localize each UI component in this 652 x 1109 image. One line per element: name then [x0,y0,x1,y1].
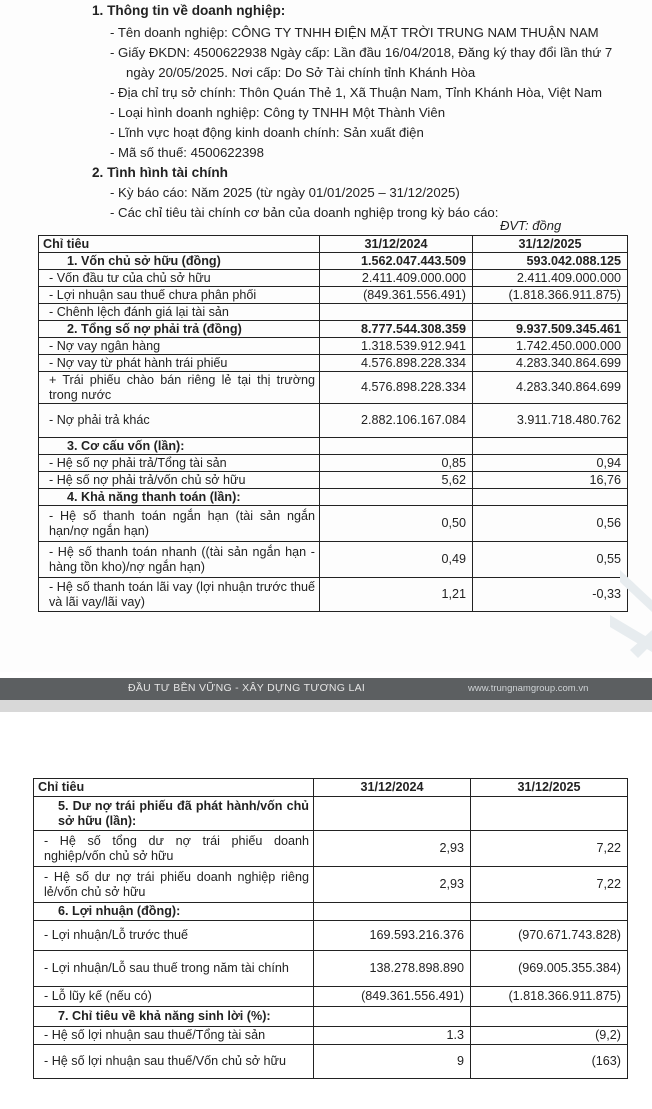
row-label: - Hệ số thanh toán ngắn hạn (tài sản ngắn hạn/nợ ngắn hạn) [39,506,320,542]
header-2024: 31/12/2024 [320,236,473,253]
report-period-line: - Kỳ báo cáo: Năm 2025 (từ ngày 01/01/2025 – 31/12/2025) [110,185,460,200]
registration-date-line: ngày 20/05/2025. Nơi cấp: Do Sở Tài chính tỉnh Khánh Hòa [126,65,476,80]
value-2025: 9.937.509.345.461 [473,321,628,338]
value-2025: 7,22 [471,831,628,867]
footer-slogan: ĐẦU TƯ BỀN VỮNG - XÂY DỰNG TƯƠNG LAI [128,682,366,694]
table-row [34,1027,628,1045]
row-label: 5. Dư nợ trái phiếu đã phát hành/vốn chủ sở hữu (lần): [34,797,314,831]
value-2024: (849.361.556.491) [314,987,471,1007]
company-name-line: - Tên doanh nghiệp: CÔNG TY TNHH ĐIỆN MẶT TRỜI TRUNG NAM THUẬN NAM [110,25,599,40]
value-2025: 0,94 [473,455,628,472]
value-2025 [471,903,628,921]
row-label: - Chênh lệch đánh giá lại tài sản [39,304,320,321]
table-row [34,921,628,951]
row-label: 7. Chỉ tiêu về khả năng sinh lời (%): [34,1007,314,1027]
row-label: - Hệ số tổng dư nợ trái phiếu doanh nghiệp/vốn chủ sở hữu [34,831,314,867]
row-label: - Lợi nhuận/Lỗ sau thuế trong năm tài chính [34,951,314,987]
value-2024: 1.562.047.443.509 [320,253,473,270]
page-separator [0,700,652,712]
section2-title: 2. Tình hình tài chính [92,165,228,180]
footer-website: www.trungnamgroup.com.vn [468,683,589,694]
row-label: - Lỗ lũy kế (nếu có) [34,987,314,1007]
row-label: - Hệ số thanh toán nhanh ((tài sản ngắn hạn - hàng tồn kho)/nợ ngắn hạn) [39,542,320,578]
value-2024: 1.318.539.912.941 [320,338,473,355]
row-label: - Hệ số nợ phải trả/vốn chủ sở hữu [39,472,320,489]
indicators-intro-line: - Các chỉ tiêu tài chính cơ bản của doanh nghiệp trong kỳ báo cáo: [110,205,499,220]
row-label: 6. Lợi nhuận (đồng): [34,903,314,921]
header-indicator: Chỉ tiêu [34,779,314,797]
value-2024: 0,50 [320,506,473,542]
value-2024 [320,489,473,506]
table-row [34,903,628,921]
table-row [39,438,628,455]
header-2024: 31/12/2024 [314,779,471,797]
table-row [39,304,628,321]
value-2024: 8.777.544.308.359 [320,321,473,338]
value-2025: 16,76 [473,472,628,489]
value-2024: 4.576.898.228.334 [320,355,473,372]
value-2025: 7,22 [471,867,628,903]
value-2025 [473,438,628,455]
value-2024: 2.411.409.000.000 [320,270,473,287]
row-label: - Vốn đầu tư của chủ sở hữu [39,270,320,287]
table-row [39,355,628,372]
value-2024 [314,797,471,831]
value-2024: 4.576.898.228.334 [320,372,473,404]
value-2024: 169.593.216.376 [314,921,471,951]
row-label: 4. Khả năng thanh toán (lần): [39,489,320,506]
row-label: - Hệ số dư nợ trái phiếu doanh nghiệp riêng lẻ/vốn chủ sở hữu [34,867,314,903]
table-row [39,455,628,472]
table-row [34,831,628,867]
value-2024: 1,21 [320,578,473,612]
table-row [34,797,628,831]
row-label: - Hệ số lợi nhuận sau thuế/Tổng tài sản [34,1027,314,1045]
table-row [39,489,628,506]
table-row [39,321,628,338]
row-label: - Lợi nhuận sau thuế chưa phân phối [39,287,320,304]
value-2024 [314,903,471,921]
value-2025 [471,797,628,831]
value-2025: (969.005.355.384) [471,951,628,987]
row-label: - Lợi nhuận/Lỗ trước thuế [34,921,314,951]
table-row [39,472,628,489]
value-2024: 2,93 [314,831,471,867]
value-2024: (849.361.556.491) [320,287,473,304]
table-row [39,542,628,578]
value-2024 [320,304,473,321]
value-2025: 3.911.718.480.762 [473,404,628,438]
value-2024: 2,93 [314,867,471,903]
value-2025: 1.742.450.000.000 [473,338,628,355]
brand-decoration-icon [590,560,652,672]
currency-unit: ĐVT: đồng [500,218,562,233]
row-label: 1. Vốn chủ sở hữu (đồng) [39,253,320,270]
table-row [34,951,628,987]
value-2025 [471,1007,628,1027]
table-row [39,404,628,438]
value-2025: 0,56 [473,506,628,542]
value-2025 [473,489,628,506]
value-2024: 0,85 [320,455,473,472]
row-label: 2. Tổng số nợ phải trả (đồng) [39,321,320,338]
value-2024 [314,1007,471,1027]
header-2025: 31/12/2025 [471,779,628,797]
value-2025: -0,33 [473,578,628,612]
row-label: + Trái phiếu chào bán riêng lẻ tại thị trường trong nước [39,372,320,404]
value-2024 [320,438,473,455]
header-2025: 31/12/2025 [473,236,628,253]
table-row [34,1007,628,1027]
value-2024: 9 [314,1045,471,1079]
value-2024: 1.3 [314,1027,471,1045]
header-indicator: Chỉ tiêu [39,236,320,253]
value-2024: 5,62 [320,472,473,489]
table-row [34,987,628,1007]
address-line: - Địa chỉ trụ sở chính: Thôn Quán Thẻ 1, Xã Thuận Nam, Tỉnh Khánh Hòa, Việt Nam [110,85,602,100]
value-2025: 4.283.340.864.699 [473,372,628,404]
table-row [39,578,628,612]
value-2025: 593.042.088.125 [473,253,628,270]
value-2025: (970.671.743.828) [471,921,628,951]
value-2024: 2.882.106.167.084 [320,404,473,438]
row-label: - Hệ số lợi nhuận sau thuế/Vốn chủ sở hữu [34,1045,314,1079]
table-row [39,287,628,304]
value-2025: 0,55 [473,542,628,578]
financial-table-1 [38,235,628,612]
table-row [34,867,628,903]
row-label: - Hệ số thanh toán lãi vay (lợi nhuận trước thuế và lãi vay/lãi vay) [39,578,320,612]
value-2025: (1.818.366.911.875) [471,987,628,1007]
row-label: - Nợ vay từ phát hành trái phiếu [39,355,320,372]
value-2024: 0,49 [320,542,473,578]
value-2025: (1.818.366.911.875) [473,287,628,304]
registration-line: - Giấy ĐKDN: 4500622938 Ngày cấp: Lần đầu 16/04/2018, Đăng ký thay đổi lần thứ 7 [110,45,613,60]
value-2025: 4.283.340.864.699 [473,355,628,372]
table-header-row [39,236,628,253]
business-line: - Lĩnh vực hoạt động kinh doanh chính: Sản xuất điện [110,125,424,140]
table-row [39,506,628,542]
table-row [39,372,628,404]
tax-code-line: - Mã số thuế: 4500622398 [110,145,264,160]
row-label: - Hệ số nợ phải trả/Tổng tài sản [39,455,320,472]
row-label: 3. Cơ cấu vốn (lần): [39,438,320,455]
table-row [34,1045,628,1079]
financial-table-2 [33,778,628,1079]
value-2024: 138.278.898.890 [314,951,471,987]
page-footer [0,678,652,700]
company-type-line: - Loại hình doanh nghiệp: Công ty TNHH Một Thành Viên [110,105,446,120]
table-header-row [34,779,628,797]
value-2025: (163) [471,1045,628,1079]
value-2025 [473,304,628,321]
value-2025: 2.411.409.000.000 [473,270,628,287]
row-label: - Nợ vay ngân hàng [39,338,320,355]
value-2025: (9,2) [471,1027,628,1045]
table-row [39,253,628,270]
row-label: - Nợ phải trả khác [39,404,320,438]
section1-title: 1. Thông tin về doanh nghiệp: [92,3,286,18]
table-row [39,270,628,287]
table-row [39,338,628,355]
